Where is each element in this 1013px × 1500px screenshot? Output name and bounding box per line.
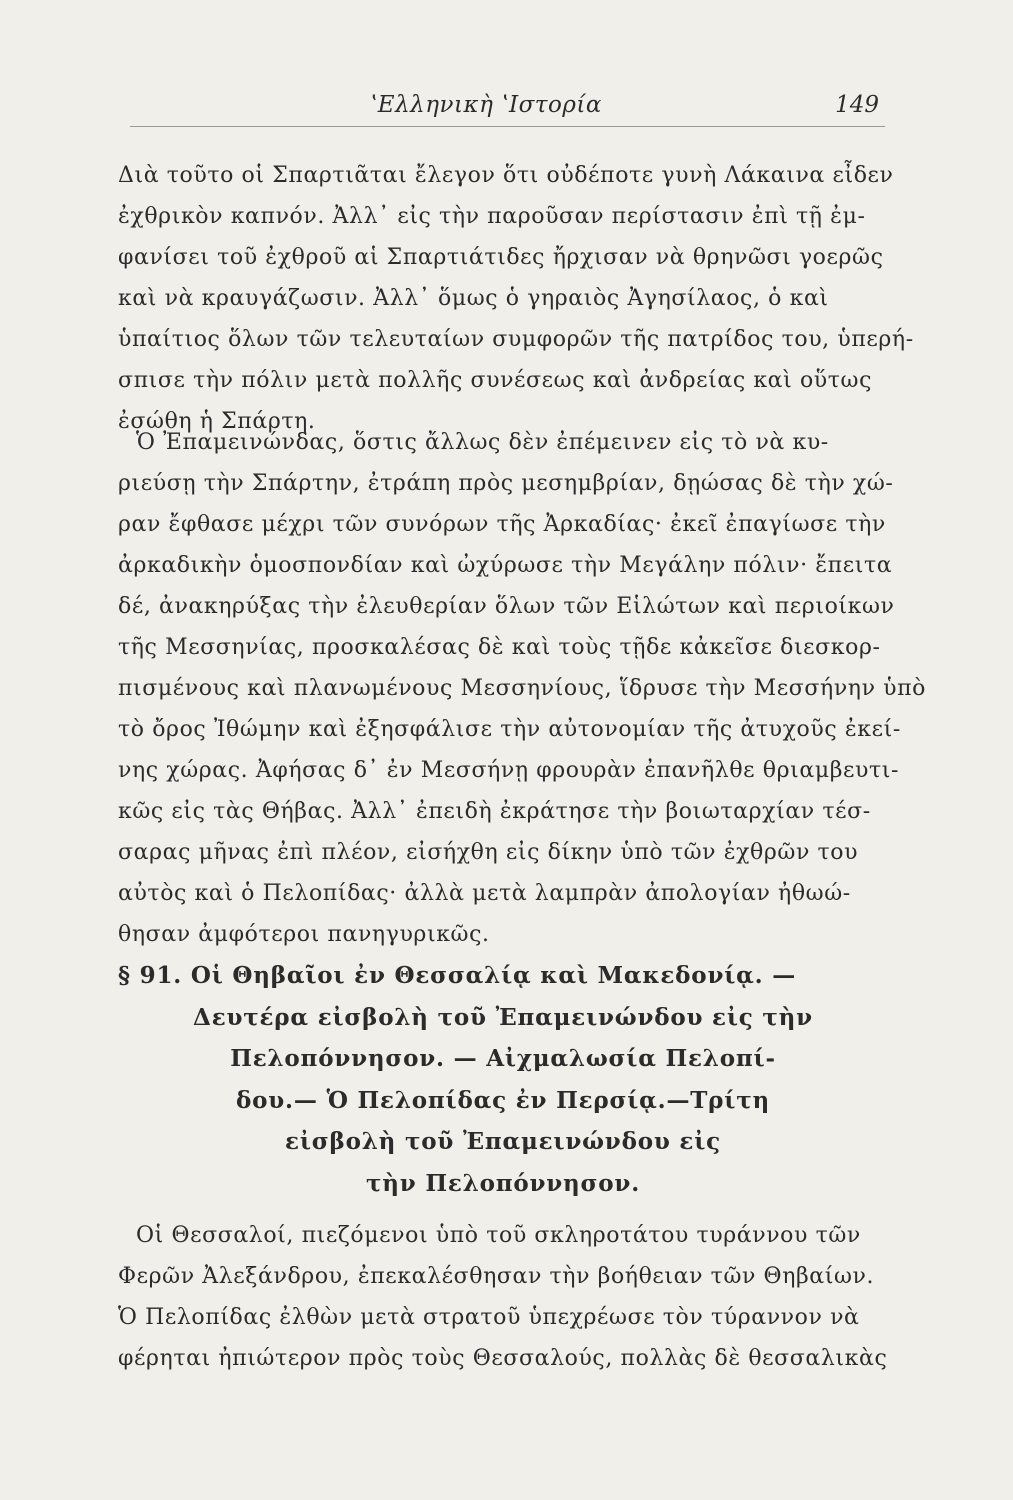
text-line: τῆς Μεσσηνίας, προσκαλέσας δὲ καὶ τοὺς τῇδε κἀκεῖσε διεσκορ- bbox=[118, 635, 881, 660]
paragraph-3 bbox=[118, 1215, 888, 1379]
heading-line: Πελοπόννησον. — Αἰχμαλωσία Πελοπί- bbox=[230, 1045, 776, 1072]
page-number: 149 bbox=[835, 92, 879, 118]
text-line: αὐτὸς καὶ ὁ Πελοπίδας· ἀλλὰ μετὰ λαμπρὰν ἀπολογίαν ἠθωώ- bbox=[118, 881, 851, 906]
heading-line: τὴν Πελοπόννησον. bbox=[365, 1169, 640, 1197]
text-line: Φερῶν Ἀλεξάνδρου, ἐπεκαλέσθησαν τὴν βοήθειαν τῶν Θηβαίων. bbox=[118, 1264, 875, 1289]
text-line: φανίσει τοῦ ἐχθροῦ αἱ Σπαρτιάτιδες ἤρχισαν νὰ θρηνῶσι γοερῶς bbox=[118, 245, 884, 270]
text-line: ἐσώθη ἡ Σπάρτη. bbox=[118, 409, 316, 434]
text-line: θησαν ἀμφότεροι πανηγυρικῶς. bbox=[118, 922, 490, 947]
text-line: ἀρκαδικὴν ὁμοσπονδίαν καὶ ὠχύρωσε τὴν Μεγάλην πόλιν· ἔπειτα bbox=[118, 553, 893, 578]
text-line: Διὰ τοῦτο οἱ Σπαρτιᾶται ἔλεγον ὅτι οὐδέποτε γυνὴ Λάκαινα εἶδεν bbox=[118, 163, 894, 188]
text-line: τὸ ὄρος Ἰθώμην καὶ ἐξησφάλισε τὴν αὐτονομίαν τῆς ἀτυχοῦς ἐκεί- bbox=[118, 717, 901, 742]
text-line: καὶ νὰ κραυγάζωσιν. Ἀλλ᾽ ὅμως ὁ γηραιὸς Ἀγησίλαος, ὁ καὶ bbox=[118, 286, 829, 311]
text-line: σαρας μῆνας ἐπὶ πλέον, εἰσήχθη εἰς δίκην ὑπὸ τῶν ἐχθρῶν του bbox=[118, 840, 859, 865]
text-line: Ὁ Ἐπαμεινώνδας, ὅστις ἄλλως δὲν ἐπέμεινεν εἰς τὸ νὰ κυ- bbox=[136, 430, 829, 455]
paragraph-1 bbox=[118, 155, 914, 442]
heading-line: εἰσβολὴ τοῦ Ἐπαμεινώνδου εἰς bbox=[285, 1128, 721, 1155]
text-line: ἐχθρικὸν καπνόν. Ἀλλ᾽ εἰς τὴν παροῦσαν περίστασιν ἐπὶ τῇ ἐμ- bbox=[118, 204, 866, 229]
heading-line: Δευτέρα εἰσβολὴ τοῦ Ἐπαμεινώνδου εἰς τὴν bbox=[193, 1003, 813, 1031]
text-line: κῶς εἰς τὰς Θήβας. Ἀλλ᾽ ἐπειδὴ ἐκράτησε τὴν βοιωταρχίαν τέσ- bbox=[118, 799, 871, 824]
text-line: ριεύσῃ τὴν Σπάρτην, ἐτράπη πρὸς μεσημβρίαν, δῃώσας δὲ τὴν χώ- bbox=[118, 471, 894, 496]
text-line: σπισε τὴν πόλιν μετὰ πολλῆς συνέσεως καὶ ἀνδρείας καὶ οὕτως bbox=[118, 368, 873, 393]
heading-line: § 91. Οἱ Θηβαῖοι ἐν Θεσσαλίᾳ καὶ Μακεδονίᾳ. — bbox=[118, 962, 797, 989]
heading-line: δου.— Ὁ Πελοπίδας ἐν Περσίᾳ.—Τρίτη bbox=[235, 1086, 771, 1114]
text-line: δέ, ἀνακηρύξας τὴν ἐλευθερίαν ὅλων τῶν Εἱλώτων καὶ περιοίκων bbox=[118, 594, 895, 619]
running-title: ʽΕλληνικὴ ʽΙστορία bbox=[370, 92, 602, 118]
text-line: ὑπαίτιος ὅλων τῶν τελευταίων συμφορῶν τῆς πατρίδος του, ὑπερή- bbox=[118, 327, 914, 352]
section-heading bbox=[118, 955, 888, 1204]
text-line: Οἱ Θεσσαλοί, πιεζόμενοι ὑπὸ τοῦ σκληροτάτου τυράννου τῶν bbox=[136, 1223, 861, 1248]
text-line: φέρηται ἠπιώτερον πρὸς τοὺς Θεσσαλούς, πολλὰς δὲ θεσσαλικὰς bbox=[118, 1346, 888, 1371]
text-line: νης χώρας. Ἀφήσας δ᾽ ἐν Μεσσήνῃ φρουρὰν ἐπανῆλθε θριαμβευτι- bbox=[118, 758, 900, 783]
text-line: πισμένους καὶ πλανωμένους Μεσσηνίους, ἵδρυσε τὴν Μεσσήνην ὑπὸ bbox=[118, 676, 927, 701]
running-header bbox=[130, 86, 885, 127]
paragraph-2 bbox=[118, 422, 927, 955]
text-line: Ὁ Πελοπίδας ἐλθὼν μετὰ στρατοῦ ὑπεχρέωσε τὸν τύραννον νὰ bbox=[118, 1305, 860, 1330]
text-line: ραν ἔφθασε μέχρι τῶν συνόρων τῆς Ἀρκαδίας· ἐκεῖ ἐπαγίωσε τὴν bbox=[118, 512, 886, 537]
